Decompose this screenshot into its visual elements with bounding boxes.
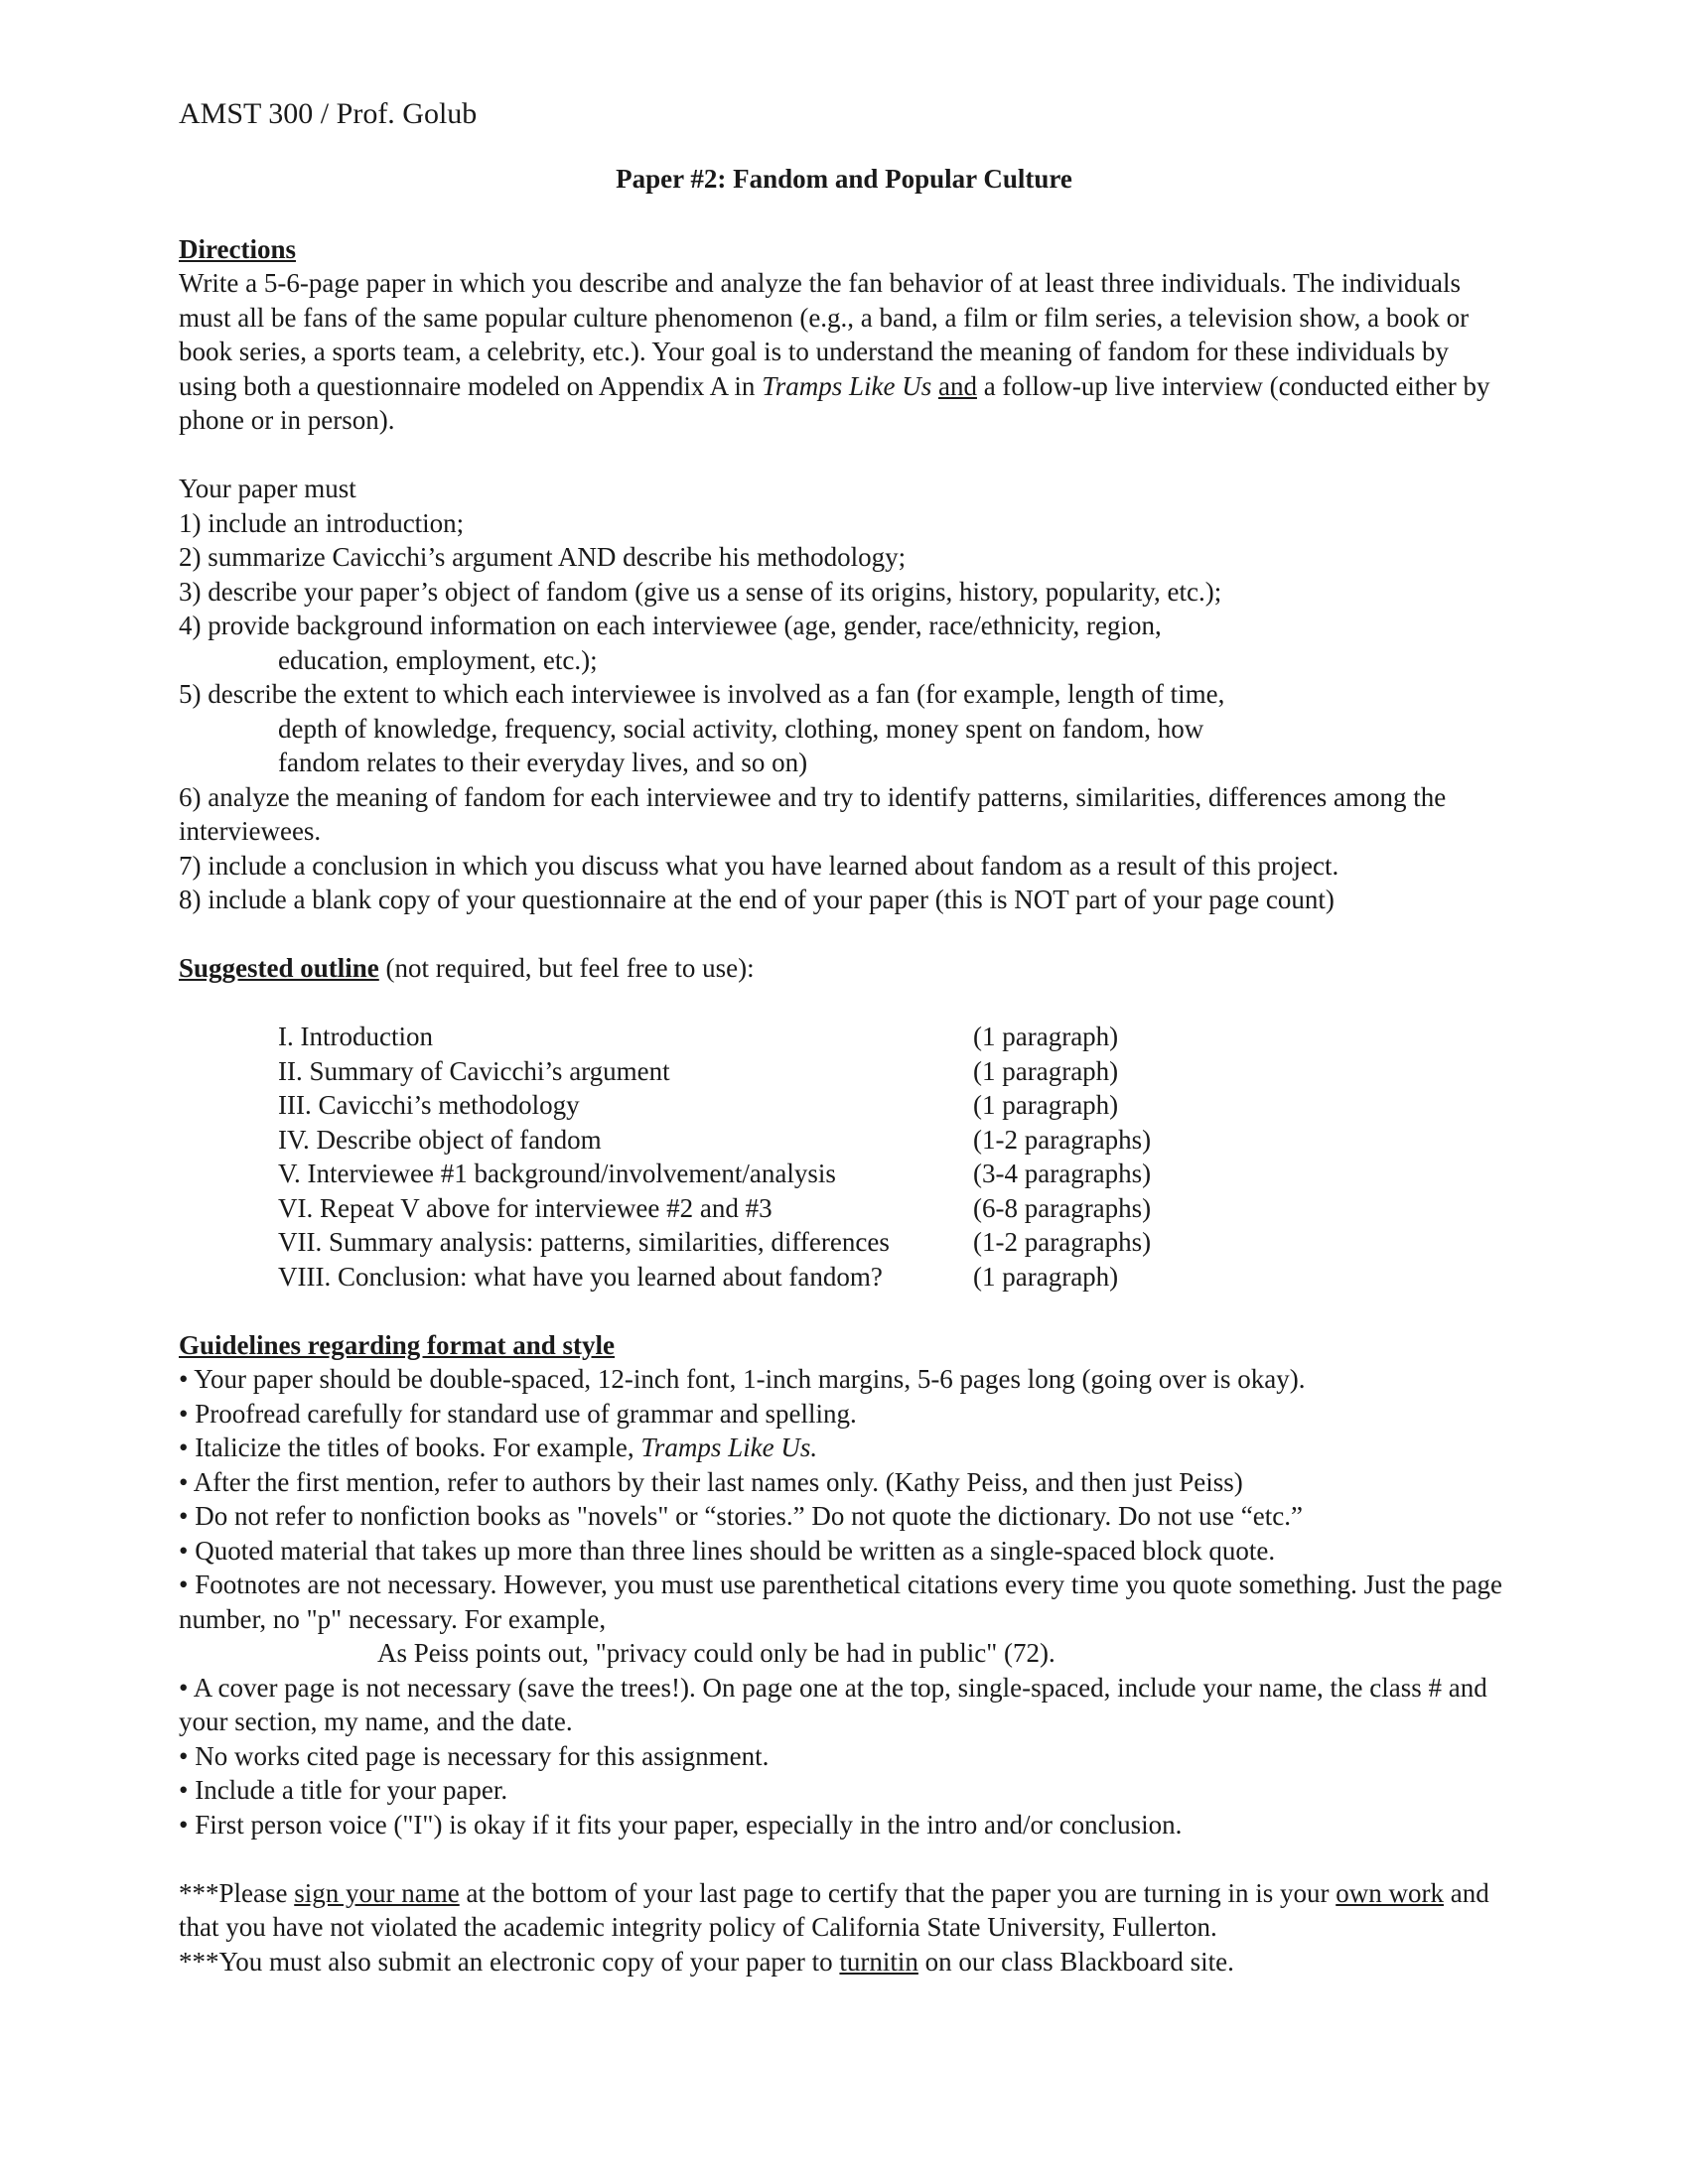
- outline-heading-line: [179, 951, 1509, 986]
- directions-text-space: [931, 371, 938, 401]
- outline-label: VIII. Conclusion: what have you learned about fandom?: [278, 1261, 883, 1292]
- requirement-item: 3) describe your paper’s object of fandom (give us a sense of its origins, history, popularity, etc.);: [179, 576, 1222, 607]
- outline-row: [278, 1191, 1509, 1226]
- requirement-item: 6) analyze the meaning of fandom for each interviewee and try to identify patterns, similarities, differences among the interviewees.: [179, 781, 1447, 846]
- guideline-item: • Do not refer to nonfiction books as "novels" or “stories.” Do not quote the dictionary. Do not use “etc.”: [179, 1501, 1303, 1531]
- outline-amount: (1-2 paragraphs): [973, 1227, 1152, 1257]
- directions-paragraph: [179, 266, 1509, 438]
- guideline-text: • Italicize the titles of books. For example,: [179, 1433, 641, 1462]
- book-title: Tramps Like Us.: [640, 1433, 818, 1462]
- turnitin-note: [179, 1945, 1509, 1979]
- requirements-intro: Your paper must: [179, 474, 356, 503]
- page-title: Paper #2: Fandom and Popular Culture: [616, 164, 1072, 194]
- requirement-item: [179, 677, 1509, 780]
- note-emphasis: turnitin: [839, 1946, 918, 1977]
- requirements-list: [179, 506, 1509, 917]
- outline-label: II. Summary of Cavicchi’s argument: [278, 1055, 670, 1086]
- note-emphasis: own work: [1336, 1877, 1444, 1908]
- outline-heading: Suggested outline: [179, 953, 379, 983]
- example-quote: As Peiss points out, "privacy could only be had in public" (72).: [377, 1638, 1055, 1668]
- outline-label: IV. Describe object of fandom: [278, 1124, 602, 1155]
- outline-section: [179, 951, 1509, 1294]
- outline-row: [278, 1123, 1509, 1158]
- outline-row: [278, 1054, 1509, 1089]
- guideline-item: • First person voice ("I") is okay if it fits your paper, especially in the intro and/or conclusion.: [179, 1809, 1183, 1840]
- outline-note: (not required, but feel free to use):: [378, 953, 755, 983]
- book-title: Tramps Like Us: [762, 370, 932, 401]
- guideline-item: • Proofread carefully for standard use of grammar and spelling.: [179, 1398, 857, 1429]
- outline-row: [278, 1260, 1509, 1295]
- requirement-line: fandom relates to their everyday lives, and so on): [278, 748, 808, 777]
- footer-notes: [179, 1876, 1509, 1979]
- outline-amount: (1 paragraph): [973, 1022, 1119, 1051]
- directions-section: [179, 232, 1509, 917]
- outline-amount: (3-4 paragraphs): [973, 1159, 1152, 1188]
- guideline-item: • Quoted material that takes up more than three lines should be written as a single-spaced block quote.: [179, 1535, 1276, 1566]
- course-header: AMST 300 / Prof. Golub: [179, 97, 478, 130]
- requirement-item: 2) summarize Cavicchi’s argument AND describe his methodology;: [179, 542, 907, 572]
- requirement-item: 8) include a blank copy of your questionnaire at the end of your paper (this is NOT part of your page count): [179, 885, 1335, 914]
- directions-text-2: a follow-up live interview (conducted either by phone or in person).: [179, 370, 1490, 435]
- guideline-item: • No works cited page is necessary for this assignment.: [179, 1740, 770, 1771]
- directions-heading: Directions: [179, 233, 296, 264]
- emphasis-and: and: [937, 370, 977, 401]
- integrity-note: [179, 1876, 1509, 1945]
- guideline-item: • Include a title for your paper.: [179, 1775, 508, 1805]
- outline-label: VI. Repeat V above for interviewee #2 and #3: [278, 1192, 773, 1223]
- requirement-line: education, employment, etc.);: [278, 644, 598, 675]
- outline-row: [278, 1088, 1509, 1123]
- outline-label: III. Cavicchi’s methodology: [278, 1090, 580, 1120]
- guideline-item: [179, 1431, 1509, 1465]
- note-emphasis: sign your name: [294, 1877, 460, 1908]
- outline-row: [278, 1157, 1509, 1191]
- requirement-line: 4) provide background information on each interviewee (age, gender, race/ethnicity, region,: [179, 611, 1162, 640]
- guidelines-section: [179, 1328, 1509, 1843]
- requirement-item: 1) include an introduction;: [179, 507, 465, 538]
- outline-label: I. Introduction: [278, 1022, 433, 1051]
- outline-row: [278, 1225, 1509, 1260]
- requirement-item: [179, 609, 1509, 677]
- guidelines-heading: Guidelines regarding format and style: [179, 1329, 616, 1360]
- guideline-item: • Your paper should be double-spaced, 12-inch font, 1-inch margins, 5-6 pages long (going over is okay).: [179, 1364, 1306, 1394]
- directions-text-1: Write a 5-6-page paper in which you describe and analyze the fan behavior of at least three individuals. The individuals must all be fans of the same popular culture phenomenon (e.g., a band, a film or film series, a television show, a book or book series, a sports team, a celebrity, etc.). Your goal is to understand the meaning of fandom for these individuals by using both a questionnaire modeled on Appendix A in: [179, 268, 1470, 401]
- outline-row: [278, 1020, 1509, 1054]
- outline-amount: (1-2 paragraphs): [973, 1124, 1152, 1155]
- requirement-item: 7) include a conclusion in which you discuss what you have learned about fandom as a result of this project.: [179, 850, 1339, 881]
- document-page: [179, 94, 1509, 1979]
- outline-amount: (1 paragraph): [973, 1090, 1119, 1120]
- outline-amount: (1 paragraph): [973, 1261, 1119, 1292]
- note-text: on our class Blackboard site.: [917, 1946, 1234, 1977]
- requirement-line: depth of knowledge, frequency, social activity, clothing, money spent on fandom, how: [278, 713, 1204, 744]
- guideline-item: • Footnotes are not necessary. However, you must use parenthetical citations every time you quote something. Just the page number, no "p" necessary. For example,: [179, 1570, 1503, 1634]
- note-text: ***Please: [179, 1877, 295, 1908]
- guideline-item: • A cover page is not necessary (save the trees!). On page one at the top, single-spaced, include your name, the class # and your section, my name, and the date.: [179, 1672, 1487, 1736]
- outline-amount: (6-8 paragraphs): [973, 1192, 1152, 1223]
- note-text: and that you have not violated the academic integrity policy of California State University, Fullerton.: [179, 1877, 1489, 1942]
- outline-amount: (1 paragraph): [973, 1055, 1119, 1086]
- requirement-line: 5) describe the extent to which each interviewee is involved as a fan (for example, length of time,: [179, 679, 1225, 709]
- outline-label: V. Interviewee #1 background/involvement/analysis: [278, 1159, 836, 1188]
- guideline-item: • After the first mention, refer to authors by their last names only. (Kathy Peiss, and then just Peiss): [179, 1466, 1243, 1497]
- note-text: at the bottom of your last page to certify that the paper you are turning in is your: [459, 1877, 1336, 1908]
- outline-label: VII. Summary analysis: patterns, similarities, differences: [278, 1227, 890, 1257]
- outline-table: [278, 1020, 1509, 1294]
- note-text: ***You must also submit an electronic copy of your paper to: [179, 1946, 840, 1977]
